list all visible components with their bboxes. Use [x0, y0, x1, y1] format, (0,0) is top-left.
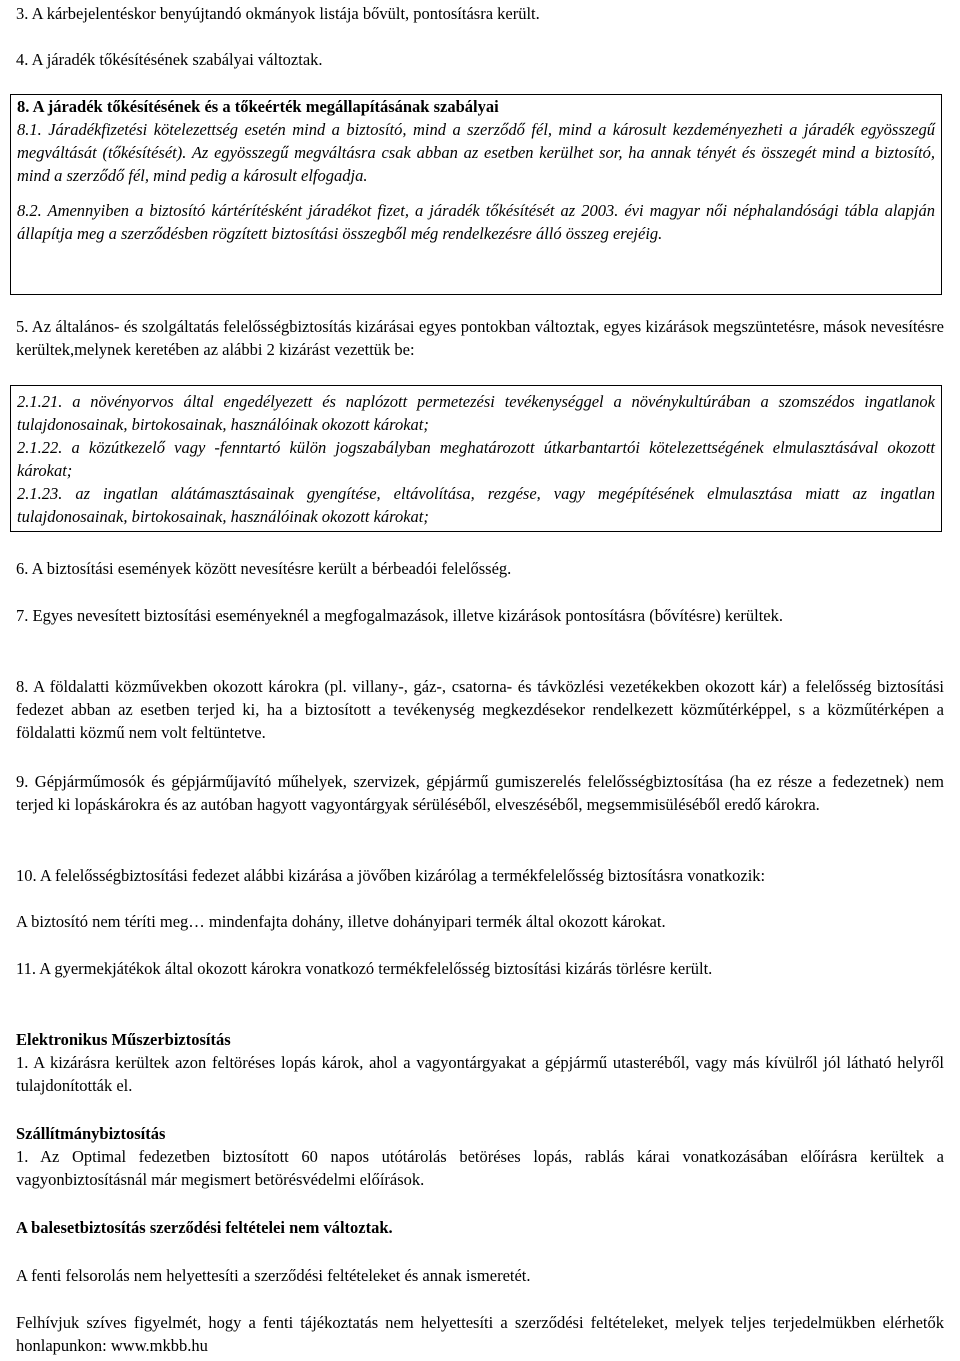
rule-8-1: 8.1. Járadékfizetési kötelezettség esetén mind a biztosító, mind a szerződő fél, mind a károsult kezdeményezheti a járadék egyösszegű megváltását (tőkésítését). Az egyösszegű megváltásra csak abban az esetben kerülhet sor, ha annak tényét és összegét mind a biztosító, mind a szerződő fél, mind pedig a károsult elfogadja. — [17, 120, 935, 185]
item-4: 4. A járadék tőkésítésének szabályai változtak. — [16, 50, 323, 69]
exclusion-2-1-22: 2.1.22. a közútkezelő vagy -fenntartó külön jogszabályban meghatározott útkarbantartói kötelezettségének elmulasztásával okozott károkat; — [17, 438, 935, 480]
cargo-item-1: 1. Az Optimal fedezetben biztosított 60 napos utótárolás betöréses lopás, rablás kárai vonatkozásában előírásra kerültek a vagyonbiztosításnál már megismert betörésvédelmi előírások. — [16, 1147, 944, 1189]
item-10-detail: A biztosító nem téríti meg… mindenfajta dohány, illetve dohányipari termék által okozott károkat. — [16, 912, 666, 931]
annuity-capitalization-box — [10, 94, 942, 295]
box-heading: 8. A járadék tőkésítésének és a tőkeérték megállapításának szabályai — [17, 97, 499, 116]
item-3: 3. A kárbejelentéskor benyújtandó okmányok listája bővült, pontosításra került. — [16, 4, 540, 23]
rule-8-2: 8.2. Amennyiben a biztosító kártérítésként járadékot fizet, a járadék tőkésítését az 2003. évi magyar női néphalandósági tábla alapján állapítja meg a szerződésben rögzített biztosítási összegből még rendelkezésre álló összeg erejéig. — [17, 201, 935, 243]
disclaimer-1: A fenti felsorolás nem helyettesíti a szerződési feltételeket és annak ismeretét. — [16, 1266, 531, 1285]
exclusion-2-1-21: 2.1.21. a növényorvos által engedélyezett és naplózott permetezési tevékenységgel a növénykultúrában a szomszédos ingatlanok tulajdonosainak, birtokosainak, használóinak okozott károkat; — [17, 392, 935, 434]
new-exclusions-box — [10, 385, 942, 532]
item-5: 5. Az általános- és szolgáltatás felelősségbiztosítás kizárásai egyes pontokban változtak, egyes kizárások megszüntetésre, mások nevesítésre kerültek,melynek keretében az alábbi 2 kizárást vezettük be: — [16, 317, 944, 359]
accident-insurance-note: A balesetbiztosítás szerződési feltételei nem változtak. — [16, 1218, 393, 1237]
disclaimer-2: Felhívjuk szíves figyelmét, hogy a fenti tájékoztatás nem helyettesíti a szerződési feltételeket, melyek teljes terjedelmükben elérhetők honlapunkon: www.mkbb.hu — [16, 1313, 944, 1355]
item-7: 7. Egyes nevesített biztosítási eseményeknél a megfogalmazások, illetve kizárások pontosításra (bővítésre) kerültek. — [16, 606, 784, 625]
item-8: 8. A földalatti közművekben okozott károkra (pl. villany-, gáz-, csatorna- és távközlési vezetékekben okozott kár) a felelősség biztosítási fedezet abban az esetben terjed ki, ha a biztosított a tevékenység megkezdésekor rendelkezett közműtérképpel, s a közműtérképen a földalatti közmű nem volt feltüntetve. — [16, 677, 944, 742]
section-title-cargo: Szállítmánybiztosítás — [16, 1124, 166, 1143]
item-6: 6. A biztosítási események között nevesítésre került a bérbeadói felelősség. — [16, 559, 512, 578]
item-11: 11. A gyermekjátékok által okozott károkra vonatkozó termékfelelősség biztosítási kizárás törlésre került. — [16, 959, 713, 978]
exclusion-2-1-23: 2.1.23. az ingatlan alátámasztásainak gyengítése, eltávolítása, rezgése, vagy megépítésének elmulasztása miatt az ingatlan tulajdonosainak, birtokosainak, használóinak okozott károkat; — [17, 484, 935, 526]
item-10: 10. A felelősségbiztosítási fedezet alábbi kizárása a jövőben kizárólag a termékfelelősség biztosításra vonatkozik: — [16, 866, 766, 885]
electronic-item-1: 1. A kizárásra kerültek azon feltöréses lopás károk, ahol a vagyontárgyakat a gépjármű utasteréből, vagy más kívülről jól látható helyről tulajdonították el. — [16, 1053, 944, 1095]
item-9: 9. Gépjárműmosók és gépjárműjavító műhelyek, szervizek, gépjármű gumiszerelés felelősségbiztosítása (ha ez része a fedezetnek) nem terjed ki lopáskárokra és az autóban hagyott vagyontárgyak sérüléséből, elveszéséből, megsemmisüléséből eredő károkra. — [16, 772, 944, 814]
section-title-electronic: Elektronikus Műszerbiztosítás — [16, 1030, 231, 1049]
